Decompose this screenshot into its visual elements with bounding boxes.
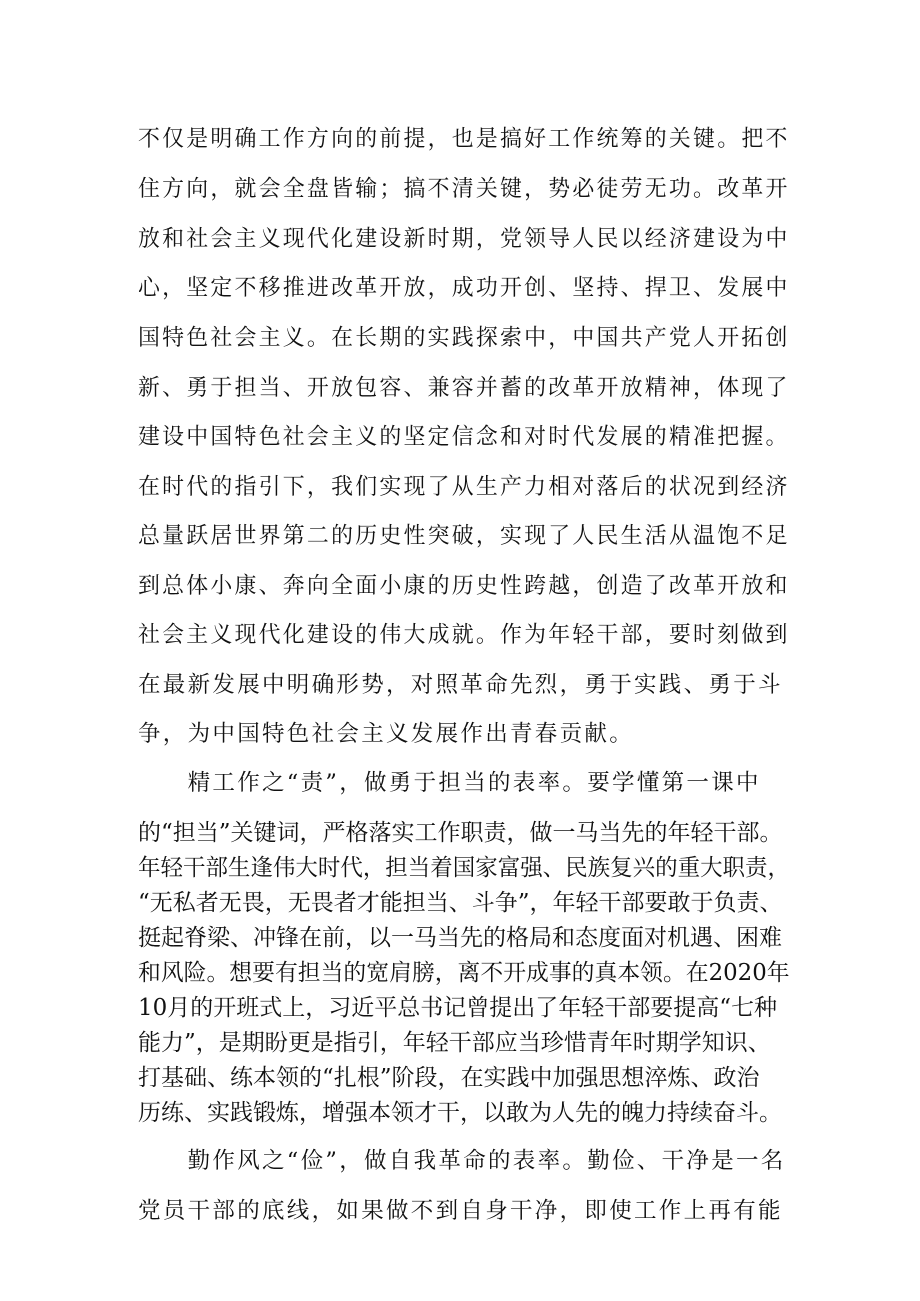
text-line: 精工作之“责”，做勇于担当的表率。要学懂第一课中 <box>138 770 761 796</box>
text-line: 党员干部的底线，如果做不到自身干净，即使工作上再有能 <box>138 1198 783 1224</box>
text-line: 国特色社会主义。在长期的实践探索中，中国共产党人开拓创 <box>138 325 790 351</box>
text-line: 在最新发展中明确形势，对照革命先烈，勇于实践、勇于斗 <box>138 672 783 698</box>
text-line: 社会主义现代化建设的伟大成就。作为年轻干部，要时刻做到 <box>138 622 790 648</box>
text-line: 争，为中国特色社会主义发展作出青春贡献。 <box>138 721 635 747</box>
text-line: 总量跃居世界第二的历史性突破，实现了人民生活从温饱不足 <box>138 523 790 549</box>
text-line: 放和社会主义现代化建设新时期，党领导人民以经济建设为中 <box>138 226 790 252</box>
text-line: 不仅是明确工作方向的前提，也是搞好工作统筹的关键。把不 <box>138 126 790 152</box>
text-line: 能力”，是期盼更是指引，年轻干部应当珍惜青年时期学知识、 <box>138 1030 771 1056</box>
text-line: 住方向，就会全盘皆输；搞不清关键，势必徒劳无功。改革开 <box>138 176 790 202</box>
text-line: 的“担当”关键词，严格落实工作职责，做一马当先的年轻干部。 <box>138 820 783 846</box>
text-line: 挺起脊梁、冲锋在前，以一马当先的格局和态度面对机遇、困难 <box>138 925 782 951</box>
text-line: 历练、实践锻炼，增强本领才干，以敢为人先的魄力持续奋斗。 <box>138 1100 782 1126</box>
text-line: 心，坚定不移推进改革开放，成功开创、坚持、捍卫、发展中 <box>138 275 790 301</box>
text-line: 年轻干部生逢伟大时代，担当着国家富强、民族复兴的重大职责， <box>138 855 790 881</box>
text-line: 打基础、练本领的“扎根”阶段，在实践中加强思想淬炼、政治 <box>138 1065 760 1091</box>
text-line: 到总体小康、奔向全面小康的历史性跨越，创造了改革开放和 <box>138 573 790 599</box>
text-line: 新、勇于担当、开放包容、兼容并蓄的改革开放精神，体现了 <box>138 375 790 401</box>
text-line: “无私者无畏，无畏者才能担当、斗争”，年轻干部要敢于负责、 <box>138 890 783 916</box>
text-line: 在时代的指引下，我们实现了从生产力相对落后的状况到经济 <box>138 474 790 500</box>
text-line: 建设中国特色社会主义的坚定信念和对时代发展的精准把握。 <box>138 424 790 450</box>
text-line: 10月的开班式上，习近平总书记曾提出了年轻干部要提高“七种 <box>138 995 778 1021</box>
text-line: 和风险。想要有担当的宽肩膀，离不开成事的真本领。在2020年 <box>138 960 790 986</box>
text-line: 勤作风之“俭”，做自我革命的表率。勤俭、干净是一名 <box>138 1148 786 1174</box>
